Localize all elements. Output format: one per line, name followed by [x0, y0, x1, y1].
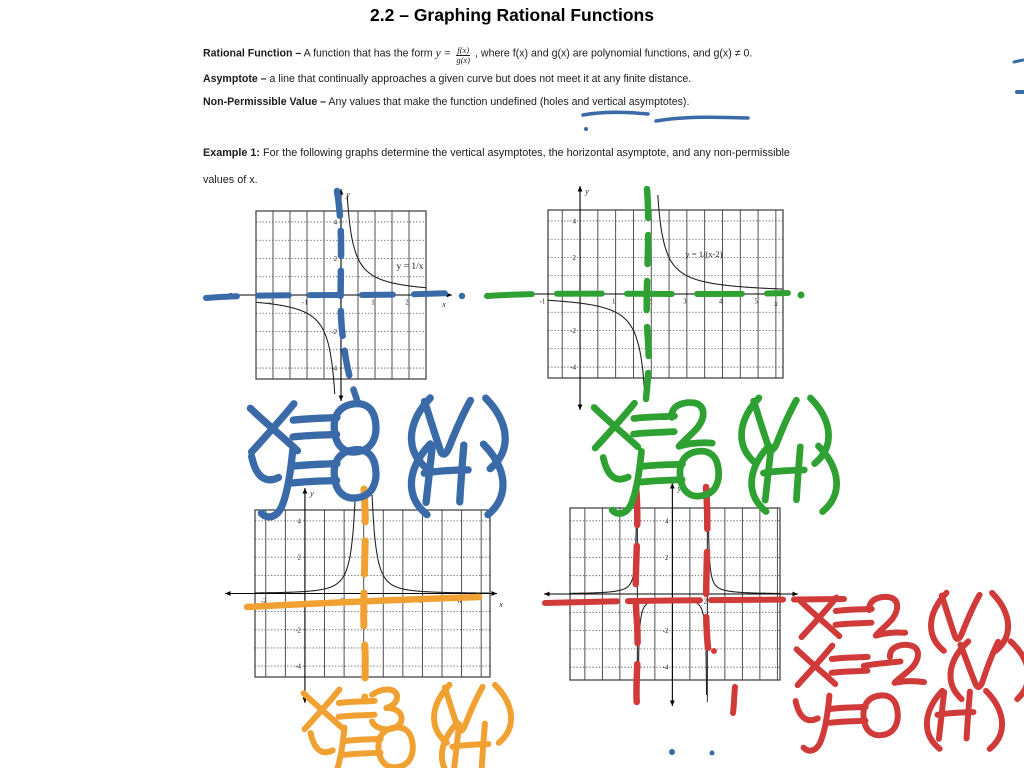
svg-text:2: 2	[572, 254, 577, 262]
definition-body-after: , where f(x) and g(x) are polynomial functions, and g(x) ≠ 0.	[475, 47, 753, 60]
svg-text:-2: -2	[268, 299, 274, 307]
svg-text:x: x	[442, 300, 446, 309]
svg-text:3: 3	[683, 298, 687, 306]
definition-rational-function	[203, 46, 752, 66]
svg-text:4: 4	[738, 598, 743, 606]
svg-text:4: 4	[333, 219, 337, 227]
formula-lead: y =	[435, 47, 452, 60]
svg-text:y: y	[677, 484, 682, 493]
graph-top-right-y-equals-1-over-x-minus-2	[500, 180, 800, 416]
svg-text:y: y	[346, 190, 350, 199]
fraction-denominator: g(x)	[456, 55, 471, 66]
definition-term: Rational Function –	[203, 47, 302, 60]
graph-svg-bottom-right	[536, 476, 812, 716]
svg-text:x: x	[499, 600, 503, 609]
svg-text:2: 2	[340, 598, 344, 605]
svg-text:4: 4	[297, 518, 301, 526]
svg-text:x: x	[799, 597, 803, 606]
svg-text:x: x	[774, 299, 778, 308]
svg-text:-1: -1	[539, 298, 546, 306]
definition-body-before: A function that has the form	[303, 47, 436, 60]
svg-text:1: 1	[371, 299, 375, 307]
svg-text:-2: -2	[260, 598, 267, 605]
svg-text:2: 2	[703, 598, 708, 606]
svg-text:-2: -2	[662, 628, 669, 636]
svg-text:y = 1/x: y = 1/x	[396, 262, 424, 272]
definition-asymptote	[203, 73, 691, 85]
svg-text:1: 1	[611, 298, 616, 306]
definition-body: Any values that make the function undefined (holes and vertical asymptotes).	[328, 96, 690, 108]
graph-bottom-right-reciprocal-quadratic	[536, 476, 812, 716]
svg-text:y = 1/(x-2): y = 1/(x-2)	[685, 249, 723, 259]
graph-svg-top-right	[500, 180, 800, 416]
svg-text:8: 8	[457, 598, 462, 605]
definition-non-permissible-value	[203, 96, 689, 108]
graph-svg-bottom-left	[218, 482, 512, 710]
svg-text:6: 6	[418, 598, 423, 605]
svg-text:-4: -4	[597, 598, 604, 606]
svg-text:4: 4	[664, 518, 669, 526]
graph-bottom-left-reciprocal-squared	[218, 482, 512, 710]
svg-text:-4: -4	[662, 664, 669, 672]
svg-text:2: 2	[647, 298, 651, 306]
svg-text:-4: -4	[570, 364, 577, 372]
graph-top-left-y-equals-1-over-x	[196, 180, 472, 412]
svg-text:-4: -4	[295, 663, 301, 671]
fraction-numerator: f(x)	[457, 45, 470, 55]
svg-text:-2: -2	[331, 329, 337, 337]
definition-body: a line that continually approaches a given curve but does not meet it at any finite distance.	[269, 73, 692, 85]
svg-text:-1: -1	[302, 299, 308, 307]
svg-text:-4: -4	[331, 365, 337, 373]
svg-text:-2: -2	[570, 328, 577, 336]
fraction-f-over-g	[456, 46, 470, 66]
definition-term: Non-Permissible Value –	[203, 96, 327, 108]
svg-text:y: y	[585, 187, 589, 196]
svg-text:4: 4	[572, 218, 577, 226]
svg-text:2: 2	[333, 255, 337, 263]
svg-text:4: 4	[379, 598, 383, 605]
svg-text:2: 2	[664, 554, 669, 562]
svg-text:2: 2	[297, 554, 301, 562]
graph-svg-top-left	[196, 180, 472, 412]
svg-text:-2: -2	[295, 627, 301, 635]
definition-term: Asymptote –	[203, 73, 267, 85]
svg-text:y: y	[310, 489, 314, 498]
svg-text:4: 4	[718, 298, 723, 306]
svg-text:-2: -2	[632, 598, 639, 606]
page-title: 2.2 – Graphing Rational Functions	[370, 5, 654, 25]
example-text: For the following graphs determine the vertical asymptotes, the horizontal asymptote, and any non-permissible values of x.	[203, 147, 790, 186]
example-label: Example 1:	[203, 147, 261, 159]
svg-text:2: 2	[405, 299, 409, 307]
svg-text:5: 5	[754, 298, 758, 306]
